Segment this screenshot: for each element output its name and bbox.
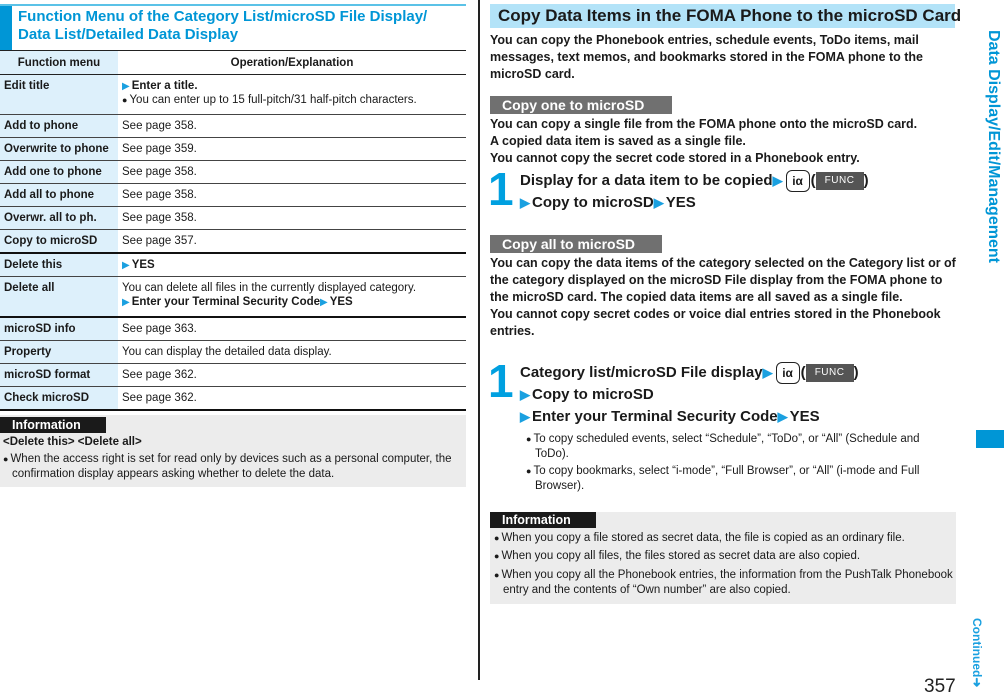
title-line-1: Function Menu of the Category List/microSD File Display/ xyxy=(18,8,428,25)
information-tag: Information xyxy=(0,417,106,433)
explanation-cell: See page 358. xyxy=(118,161,466,184)
arrow-icon: ▶ xyxy=(122,297,130,308)
menu-cell: Add all to phone xyxy=(0,184,118,207)
table-row xyxy=(0,75,466,115)
information-bullet: ● When you copy all the Phonebook entries, the information from the PushTalk Phonebook entry and the contents of “Own number” are also copied. xyxy=(494,569,953,596)
arrow-icon: ▶ xyxy=(122,81,130,92)
header-function-menu: Function menu xyxy=(0,51,118,75)
title-line-2: Data List/Detailed Data Display xyxy=(18,26,239,43)
explanation-cell: See page 359. xyxy=(118,138,466,161)
bullet-icon: ● xyxy=(494,551,500,561)
bullet-icon: ● xyxy=(3,454,9,464)
table-row xyxy=(0,115,466,138)
information-box-right xyxy=(490,512,956,604)
continued-arrow-icon: ➜ xyxy=(970,677,984,688)
arrow-icon: ▶ xyxy=(520,409,530,425)
copy-one-subheading: Copy one to microSD xyxy=(490,96,672,114)
copy-all-subheading: Copy all to microSD xyxy=(490,235,662,253)
menu-cell: microSD info xyxy=(0,317,118,341)
table-row xyxy=(0,230,466,254)
explanation-cell: See page 358. xyxy=(118,184,466,207)
menu-cell: Delete all xyxy=(0,277,118,318)
function-menu-section-title xyxy=(0,4,466,52)
table-row xyxy=(0,184,466,207)
arrow-icon: ▶ xyxy=(777,409,788,425)
menu-cell: Edit title xyxy=(0,75,118,115)
menu-cell: Copy to microSD xyxy=(0,230,118,254)
function-menu-table xyxy=(0,50,466,411)
i-alpha-key-icon: iα xyxy=(776,362,800,384)
menu-cell: microSD format xyxy=(0,364,118,387)
chapter-side-tab xyxy=(978,30,1000,430)
information-bullet: ● When you copy a file stored as secret data, the file is copied as an ordinary file. xyxy=(494,532,905,544)
bullet-icon: ● xyxy=(494,570,500,580)
arrow-icon: ▶ xyxy=(653,195,664,211)
bullet-icon: ● xyxy=(526,466,532,477)
explanation-cell: ▶ YES xyxy=(118,253,466,277)
menu-cell: Overwr. all to ph. xyxy=(0,207,118,230)
bullet-icon: ● xyxy=(122,95,128,105)
table-row xyxy=(0,277,466,318)
arrow-icon: ▶ xyxy=(122,260,130,271)
copy-one-description: You can copy a single file from the FOMA phone onto the microSD card. A copied data item is saved as a single file. You cannot copy the secret code stored in a Phonebook entry. xyxy=(490,117,918,165)
continued-indicator: Continued➜ xyxy=(970,618,984,688)
information-box-left xyxy=(0,415,466,487)
table-row xyxy=(0,253,466,277)
arrow-icon: ▶ xyxy=(520,195,530,211)
func-key-icon: FUNC xyxy=(806,364,854,382)
copy-one-step: Display for a data item to be copied▶ iα ( FUNC ) ▶ Copy to microSD▶ YES xyxy=(520,172,869,212)
i-alpha-key-icon: iα xyxy=(786,170,810,192)
explanation-cell: See page 362. xyxy=(118,387,466,411)
arrow-icon: ▶ xyxy=(762,365,773,380)
menu-cell: Overwrite to phone xyxy=(0,138,118,161)
table-row xyxy=(0,341,466,364)
information-heading: <Delete this> <Delete all> xyxy=(3,436,142,448)
page-number: 357 xyxy=(924,676,956,697)
menu-cell: Add to phone xyxy=(0,115,118,138)
copy-all-description: You can copy the data items of the category selected on the Category list or of the category displayed on the microSD File display from the FOMA phone to the microSD card. The copied data items are all saved as a single file. You cannot copy secret codes or voice dial entries stored in the Phonebook entries. xyxy=(490,256,956,338)
menu-cell: Delete this xyxy=(0,253,118,277)
table-row xyxy=(0,161,466,184)
explanation-cell: See page 362. xyxy=(118,364,466,387)
explanation-cell: See page 358. xyxy=(118,115,466,138)
function-menu-title xyxy=(18,8,458,44)
table-row xyxy=(0,138,466,161)
chapter-tab-marker xyxy=(976,430,1004,448)
step-number: 1 xyxy=(488,163,514,215)
step-number: 1 xyxy=(488,355,514,407)
information-bullet: ● When the access right is set for read only by devices such as a personal computer, the confirmation display appears asking whether to delete the data. xyxy=(3,453,452,480)
explanation-cell: You can delete all files in the currently displayed category. ▶ Enter your Terminal Security Code▶ YES xyxy=(118,277,466,318)
title-accent-bar xyxy=(0,6,12,52)
explanation-cell: ▶ Enter a title. ● You can enter up to 15 full-pitch/31 half-pitch characters. xyxy=(118,75,466,115)
bullet-icon: ● xyxy=(526,434,532,445)
bullet-icon: ● xyxy=(494,533,500,543)
table-row xyxy=(0,317,466,341)
arrow-icon: ▶ xyxy=(520,387,530,403)
copy-section-title-text: Copy Data Items in the FOMA Phone to the microSD Card xyxy=(498,6,962,25)
table-row xyxy=(0,364,466,387)
copy-section-title xyxy=(490,4,962,28)
func-key-icon: FUNC xyxy=(816,172,864,190)
table-header-row xyxy=(0,51,466,75)
explanation-cell: See page 357. xyxy=(118,230,466,254)
explanation-cell: You can display the detailed data display. xyxy=(118,341,466,364)
information-bullet: ● When you copy all files, the files stored as secret data are also copied. xyxy=(494,550,861,562)
explanation-cell: See page 363. xyxy=(118,317,466,341)
menu-cell: Property xyxy=(0,341,118,364)
table-row xyxy=(0,387,466,411)
column-divider xyxy=(478,0,480,680)
information-tag: Information xyxy=(490,512,596,528)
copy-all-note: ● To copy scheduled events, select “Schedule”, “ToDo”, or “All” (Schedule and ToDo). xyxy=(526,433,920,461)
table-row xyxy=(0,207,466,230)
explanation-cell: See page 358. xyxy=(118,207,466,230)
copy-intro: You can copy the Phonebook entries, schedule events, ToDo items, mail messages, text memos, and bookmarks stored in the FOMA phone to the microSD card. xyxy=(490,33,923,81)
chapter-tab-label: Data Display/Edit/Management xyxy=(985,30,1002,263)
arrow-icon: ▶ xyxy=(772,173,783,188)
copy-all-note: ● To copy bookmarks, select “i-mode”, “Full Browser”, or “All” (i-mode and Full Browser). xyxy=(526,465,920,493)
menu-cell: Check microSD xyxy=(0,387,118,411)
header-operation: Operation/Explanation xyxy=(118,51,466,75)
copy-all-step: Category list/microSD File display▶ iα ( FUNC ) ▶ Copy to microSD ▶ Enter your Terminal Security Code▶ YES ● To copy scheduled events, select “Schedule”, “ToDo”, or “All” (Schedule and ToDo). ● To copy bookmarks, select “i-mode”, “Full Browser”, or “All” (i-mode and Full Browser). xyxy=(520,362,940,494)
arrow-icon: ▶ xyxy=(320,297,328,308)
menu-cell: Add one to phone xyxy=(0,161,118,184)
